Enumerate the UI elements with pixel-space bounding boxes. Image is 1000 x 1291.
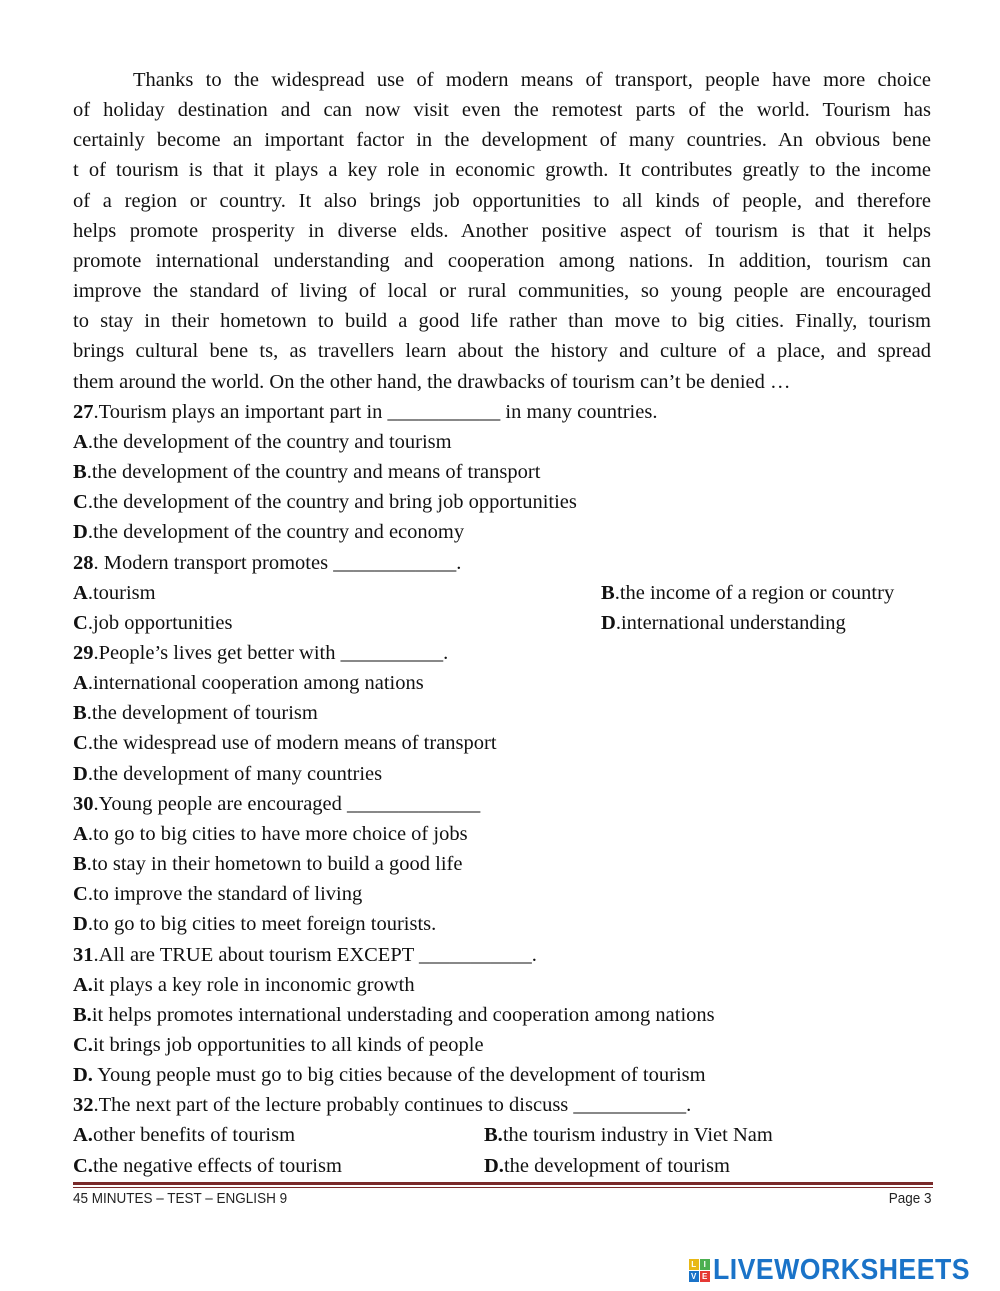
- logo-mark-tile: E: [700, 1271, 710, 1282]
- option-text: .to go to big cities to have more choice of jobs: [87, 822, 468, 845]
- option-c[interactable]: [73, 879, 931, 909]
- option-b[interactable]: [73, 457, 931, 487]
- option-d[interactable]: [601, 608, 846, 638]
- option-text: .to stay in their hometown to build a good life: [86, 853, 463, 876]
- option-text: .international understanding: [615, 611, 846, 634]
- option-row: [73, 1120, 931, 1150]
- option-letter: C.: [73, 1033, 93, 1056]
- option-c[interactable]: [73, 1155, 342, 1177]
- question-number: 28: [73, 551, 94, 574]
- option-letter: C: [73, 491, 88, 514]
- option-letter: B.: [73, 1003, 92, 1026]
- option-letter: C: [73, 883, 88, 906]
- question-number: 32: [73, 1094, 94, 1117]
- footer-divider-thin: [73, 1187, 933, 1188]
- question-number: 31: [73, 943, 94, 966]
- question-text: .All are TRUE about tourism EXCEPT ___________.: [93, 943, 537, 966]
- passage-line: them around the world. On the other hand, the drawbacks of tourism can’t be denied …: [73, 370, 791, 393]
- option-text: .to improve the standard of living: [87, 883, 363, 906]
- option-text: the development of tourism: [503, 1154, 730, 1177]
- option-letter: D: [601, 611, 616, 634]
- option-c[interactable]: [73, 487, 931, 517]
- option-text: other benefits of tourism: [92, 1124, 296, 1147]
- option-b[interactable]: [73, 698, 931, 728]
- option-c[interactable]: [73, 612, 232, 634]
- worksheet-page: [73, 65, 931, 1181]
- option-row: [73, 1151, 931, 1181]
- option-letter: A.: [73, 973, 93, 996]
- option-c[interactable]: [73, 728, 931, 758]
- question-stem: [73, 397, 931, 427]
- option-d[interactable]: [484, 1151, 730, 1181]
- option-d[interactable]: [73, 517, 931, 547]
- option-b[interactable]: [484, 1120, 773, 1150]
- option-a[interactable]: [73, 582, 156, 604]
- option-letter: B: [601, 581, 615, 604]
- passage-line: of a region or country. It also brings job opportunities to all kinds of people, and therefore: [73, 189, 931, 212]
- option-text: .the development of tourism: [86, 702, 318, 725]
- question-stem: [73, 1090, 931, 1120]
- option-text: Young people must go to big cities because of the development of tourism: [92, 1064, 706, 1087]
- question-number: 30: [73, 792, 94, 815]
- option-d[interactable]: [73, 1060, 931, 1090]
- option-text: the negative effects of tourism: [92, 1154, 342, 1177]
- passage-line: to stay in their hometown to build a good life rather than move to big cities. Finally, tourism: [73, 310, 931, 333]
- reading-passage: [73, 65, 931, 397]
- option-b[interactable]: [601, 578, 894, 608]
- question-text: .Young people are encouraged _____________: [93, 792, 481, 815]
- option-b[interactable]: [73, 849, 931, 879]
- logo-mark-tile: I: [700, 1259, 710, 1270]
- option-d[interactable]: [73, 909, 931, 939]
- option-text: it plays a key role in inconomic growth: [92, 973, 415, 996]
- option-text: .the development of the country and tourism: [87, 430, 452, 453]
- passage-line: of holiday destination and can now visit even the remotest parts of the world. Tourism has: [73, 99, 931, 122]
- option-text: .job opportunities: [87, 611, 233, 634]
- passage-line: Thanks to the widespread use of modern means of transport, people have more choice: [133, 69, 931, 91]
- option-text: the tourism industry in Viet Nam: [502, 1124, 773, 1147]
- option-letter: C.: [73, 1154, 93, 1177]
- option-c[interactable]: [73, 1030, 931, 1060]
- option-a[interactable]: [73, 970, 931, 1000]
- logo-mark-icon: [689, 1259, 710, 1282]
- footer-divider: [73, 1182, 933, 1185]
- question-stem: [73, 789, 931, 819]
- option-letter: B: [73, 702, 87, 725]
- question-number: 27: [73, 400, 94, 423]
- question-29: [73, 638, 931, 789]
- option-letter: D.: [484, 1154, 504, 1177]
- option-letter: B: [73, 461, 87, 484]
- question-31: [73, 940, 931, 1091]
- passage-line: t of tourism is that it plays a key role in economic growth. It contributes greatly to the income: [73, 159, 931, 182]
- option-a[interactable]: [73, 1124, 295, 1146]
- question-27: [73, 397, 931, 548]
- option-letter: B: [73, 853, 87, 876]
- option-b[interactable]: [73, 1000, 931, 1030]
- option-text: .the widespread use of modern means of transport: [87, 732, 497, 755]
- question-text: .Tourism plays an important part in ___________ in many countries.: [93, 400, 658, 423]
- option-a[interactable]: [73, 668, 931, 698]
- question-32: [73, 1090, 931, 1180]
- option-letter: D: [73, 762, 88, 785]
- question-stem: [73, 638, 931, 668]
- option-text: .the development of the country and means of transport: [86, 461, 541, 484]
- option-letter: D: [73, 913, 88, 936]
- question-text: .People’s lives get better with __________.: [93, 641, 449, 664]
- passage-line: certainly become an important factor in the development of many countries. An obvious bene: [73, 129, 931, 152]
- option-text: it brings job opportunities to all kinds of people: [92, 1033, 484, 1056]
- passage-line: improve the standard of living of local or rural communities, so young people are encouraged: [73, 280, 931, 303]
- question-stem: [73, 940, 931, 970]
- liveworksheets-logo: [689, 1254, 992, 1287]
- option-letter: A: [73, 430, 88, 453]
- question-number: 29: [73, 641, 94, 664]
- logo-mark-tile: L: [689, 1259, 699, 1270]
- question-stem: [73, 548, 931, 578]
- option-row: [73, 608, 931, 638]
- logo-text: LIVEWORKSHEETS: [712, 1254, 970, 1286]
- option-text: .the development of the country and economy: [87, 521, 465, 544]
- logo-mark-tile: V: [689, 1271, 699, 1282]
- option-row: [73, 578, 931, 608]
- option-letter: D: [73, 521, 88, 544]
- option-letter: C: [73, 611, 88, 634]
- option-a[interactable]: [73, 427, 931, 457]
- option-text: .the development of many countries: [87, 762, 383, 785]
- option-text: .international cooperation among nations: [87, 672, 424, 695]
- option-letter: A: [73, 672, 88, 695]
- option-letter: C: [73, 732, 88, 755]
- footer-title: 45 MINUTES – TEST – ENGLISH 9: [73, 1190, 288, 1207]
- option-text: .the development of the country and bring job opportunities: [87, 491, 577, 514]
- option-text: .to go to big cities to meet foreign tourists.: [87, 913, 437, 936]
- option-letter: D.: [73, 1064, 93, 1087]
- option-letter: A.: [73, 1124, 93, 1147]
- passage-line: promote international understanding and cooperation among nations. In addition, tourism can: [73, 249, 931, 272]
- page-number: Page 3: [889, 1190, 932, 1207]
- question-30: [73, 789, 931, 940]
- question-28: [73, 548, 931, 638]
- option-letter: A: [73, 581, 88, 604]
- option-d[interactable]: [73, 759, 931, 789]
- option-text: .tourism: [87, 581, 156, 604]
- option-text: .the income of a region or country: [614, 581, 895, 604]
- option-letter: A: [73, 822, 88, 845]
- option-text: it helps promotes international understading and cooperation among nations: [91, 1003, 715, 1026]
- question-text: . Modern transport promotes ____________.: [93, 551, 462, 574]
- passage-line: brings cultural bene ts, as travellers learn about the history and culture of a place, and spread: [73, 340, 931, 363]
- option-letter: B.: [484, 1124, 503, 1147]
- option-a[interactable]: [73, 819, 931, 849]
- passage-line: helps promote prosperity in diverse elds. Another positive aspect of tourism is that it helps: [73, 219, 931, 242]
- question-text: .The next part of the lecture probably continues to discuss ___________.: [93, 1094, 692, 1117]
